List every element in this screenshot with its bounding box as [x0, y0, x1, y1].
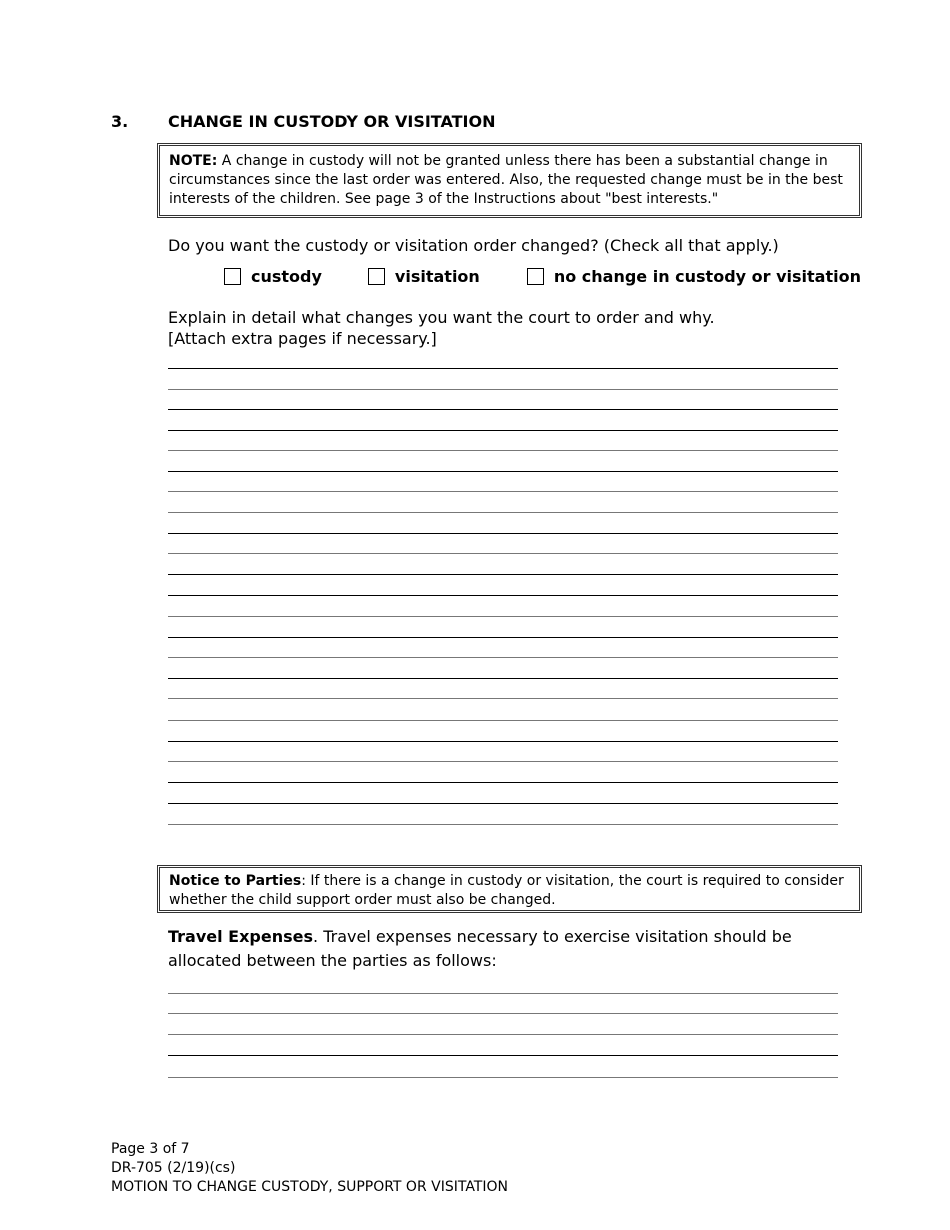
notice-text: : If there is a change in custody or visitation, the court is required to consider whether the child support order must also be changed. — [169, 873, 844, 908]
explain-writing-line[interactable] — [168, 450, 838, 451]
change-options — [224, 264, 861, 288]
option-no-change[interactable] — [527, 267, 861, 286]
explain-writing-line[interactable] — [168, 430, 838, 431]
change-question: Do you want the custody or visitation order changed? (Check all that apply.) — [168, 236, 779, 255]
explain-line-2: [Attach extra pages if necessary.] — [168, 329, 437, 348]
note-text: A change in custody will not be granted unless there has been a substantial change in circumstances since the last order was entered. Also, the requested change must be in the best interests of the children. See page 3 of the Instructions about "best interests." — [169, 153, 843, 207]
travel-writing-line[interactable] — [168, 1013, 838, 1014]
notice-label: Notice to Parties — [169, 873, 302, 889]
custody-checkbox[interactable] — [224, 268, 241, 285]
explain-writing-line[interactable] — [168, 389, 838, 390]
explain-writing-line[interactable] — [168, 409, 838, 410]
no-change-checkbox[interactable] — [527, 268, 544, 285]
no-change-label: no change in custody or visitation — [553, 266, 861, 286]
page-footer — [111, 1140, 508, 1197]
explain-writing-line[interactable] — [168, 574, 838, 575]
explain-writing-line[interactable] — [168, 471, 838, 472]
note-label: NOTE: — [169, 153, 218, 169]
note-box — [157, 143, 862, 218]
visitation-label: visitation — [394, 266, 480, 286]
explain-writing-line[interactable] — [168, 824, 838, 825]
explain-instructions — [168, 307, 715, 349]
explain-writing-line[interactable] — [168, 491, 838, 492]
explain-writing-line[interactable] — [168, 720, 838, 721]
travel-expenses-paragraph — [168, 925, 848, 973]
explain-writing-line[interactable] — [168, 782, 838, 783]
travel-text: . Travel expenses necessary to exercise visitation should be allocated between the parties as follows: — [168, 927, 792, 970]
explain-line-1: Explain in detail what changes you want the court to order and why. — [168, 308, 715, 327]
section-number: 3. — [111, 112, 129, 131]
travel-writing-line[interactable] — [168, 1077, 838, 1078]
notice-to-parties-box — [157, 865, 862, 913]
form-id: DR-705 (2/19)(cs) — [111, 1160, 236, 1176]
explain-writing-line[interactable] — [168, 678, 838, 679]
form-title: MOTION TO CHANGE CUSTODY, SUPPORT OR VISITATION — [111, 1179, 508, 1195]
explain-writing-line[interactable] — [168, 512, 838, 513]
explain-writing-line[interactable] — [168, 741, 838, 742]
explain-writing-line[interactable] — [168, 637, 838, 638]
explain-writing-line[interactable] — [168, 657, 838, 658]
travel-writing-line[interactable] — [168, 1055, 838, 1056]
page-number: Page 3 of 7 — [111, 1141, 190, 1157]
option-visitation[interactable] — [368, 267, 480, 286]
travel-writing-line[interactable] — [168, 993, 838, 994]
explain-writing-line[interactable] — [168, 803, 838, 804]
explain-writing-line[interactable] — [168, 698, 838, 699]
explain-writing-line[interactable] — [168, 368, 838, 369]
explain-writing-line[interactable] — [168, 553, 838, 554]
explain-writing-line[interactable] — [168, 616, 838, 617]
travel-label: Travel Expenses — [168, 927, 314, 946]
section-title: CHANGE IN CUSTODY OR VISITATION — [168, 112, 496, 131]
explain-writing-line[interactable] — [168, 761, 838, 762]
custody-label: custody — [251, 266, 322, 286]
explain-writing-line[interactable] — [168, 595, 838, 596]
visitation-checkbox[interactable] — [368, 268, 385, 285]
option-custody[interactable] — [224, 267, 322, 286]
travel-writing-line[interactable] — [168, 1034, 838, 1035]
explain-writing-line[interactable] — [168, 533, 838, 534]
